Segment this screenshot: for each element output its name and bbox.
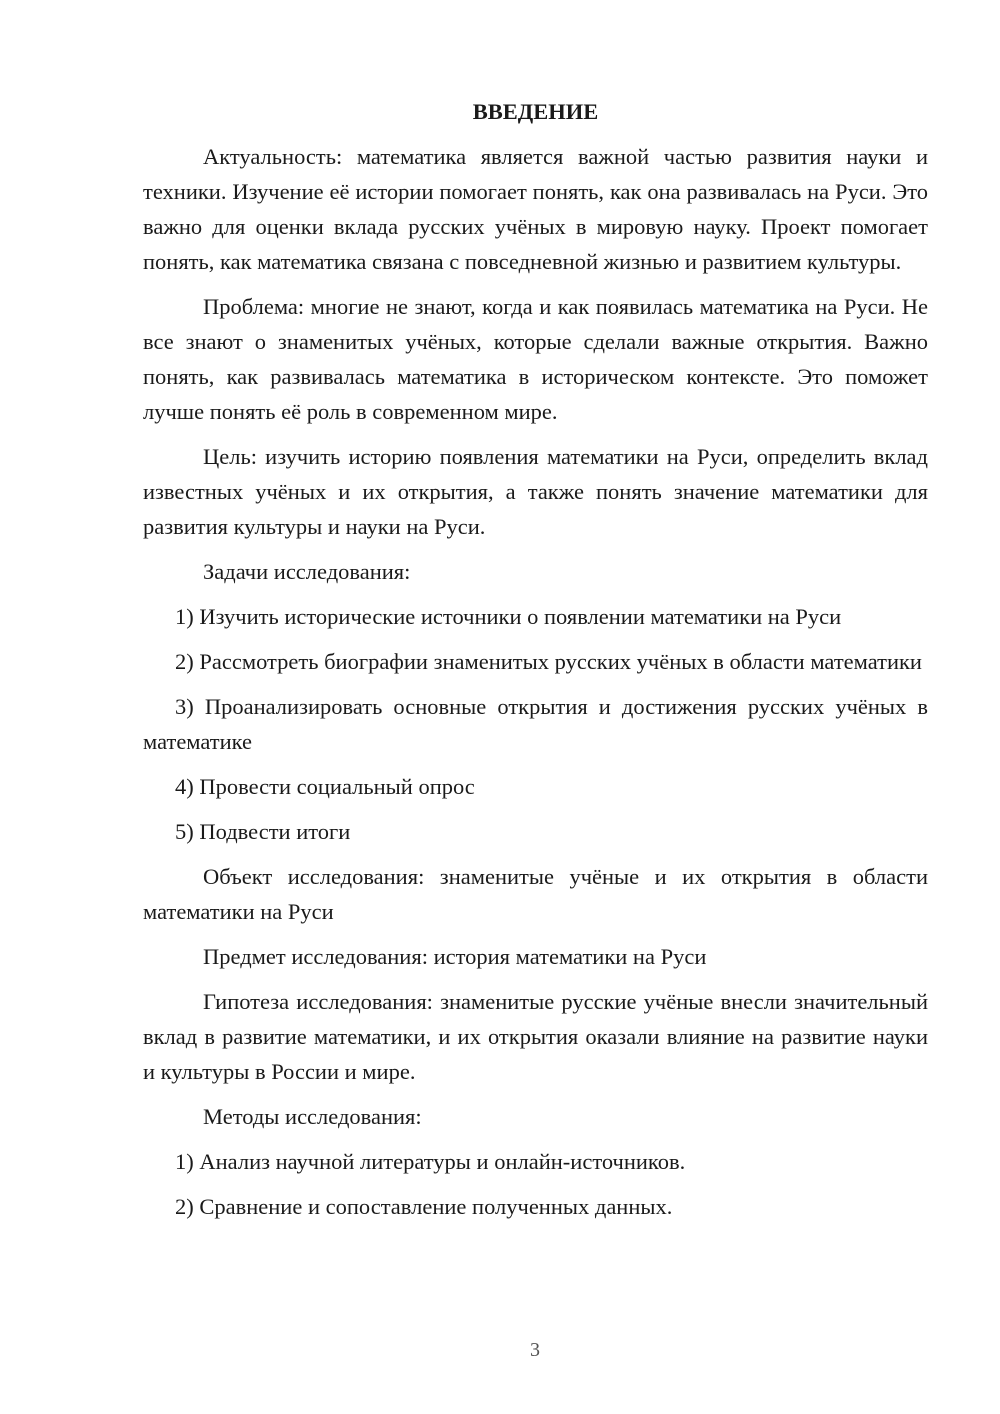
task-item-4: 4) Провести социальный опрос [175, 774, 475, 799]
tasks-heading: Задачи исследования: [203, 559, 411, 584]
paragraph-hypothesis: Гипотеза исследования: знаменитые русские учёные внесли значительный вклад в развитие математики, и их открытия оказали влияние на развитие науки и культуры в России и мире. [143, 989, 928, 1084]
task-item-3: 3) Проанализировать основные открытия и достижения русских учёных в математике [143, 694, 928, 754]
paragraph-relevance: Актуальность: математика является важной частью развития науки и техники. Изучение её истории помогает понять, как она развивалась на Руси. Это важно для оценки вклада русских учёных в мировую науку. Проект помогает понять, как математика связана с повседневной жизнью и развитием культуры. [143, 144, 928, 274]
section-title: ВВЕДЕНИЕ [472, 99, 599, 124]
paragraph-problem: Проблема: многие не знают, когда и как появилась математика на Руси. Не все знают о знаменитых учёных, которые сделали важные открытия. Важно понять, как развивалась математика в историческом контексте. Это поможет лучше понять её роль в современном мире. [143, 294, 928, 424]
task-item-5: 5) Подвести итоги [175, 819, 351, 844]
methods-heading: Методы исследования: [203, 1104, 422, 1129]
paragraph-object: Объект исследования: знаменитые учёные и их открытия в области математики на Руси [143, 864, 928, 924]
page-number: 3 [530, 1339, 540, 1361]
paragraph-goal: Цель: изучить историю появления математики на Руси, определить вклад известных учёных и их открытия, а также понять значение математики для развития культуры и науки на Руси. [143, 444, 928, 539]
paragraph-subject: Предмет исследования: история математики на Руси [203, 944, 707, 969]
task-item-1: 1) Изучить исторические источники о появлении математики на Руси [175, 604, 842, 629]
method-item-1: 1) Анализ научной литературы и онлайн-источников. [175, 1149, 686, 1174]
method-item-2: 2) Сравнение и сопоставление полученных данных. [175, 1194, 673, 1219]
page-content [143, 94, 928, 1234]
task-item-2: 2) Рассмотреть биографии знаменитых русских учёных в области математики [175, 649, 922, 674]
